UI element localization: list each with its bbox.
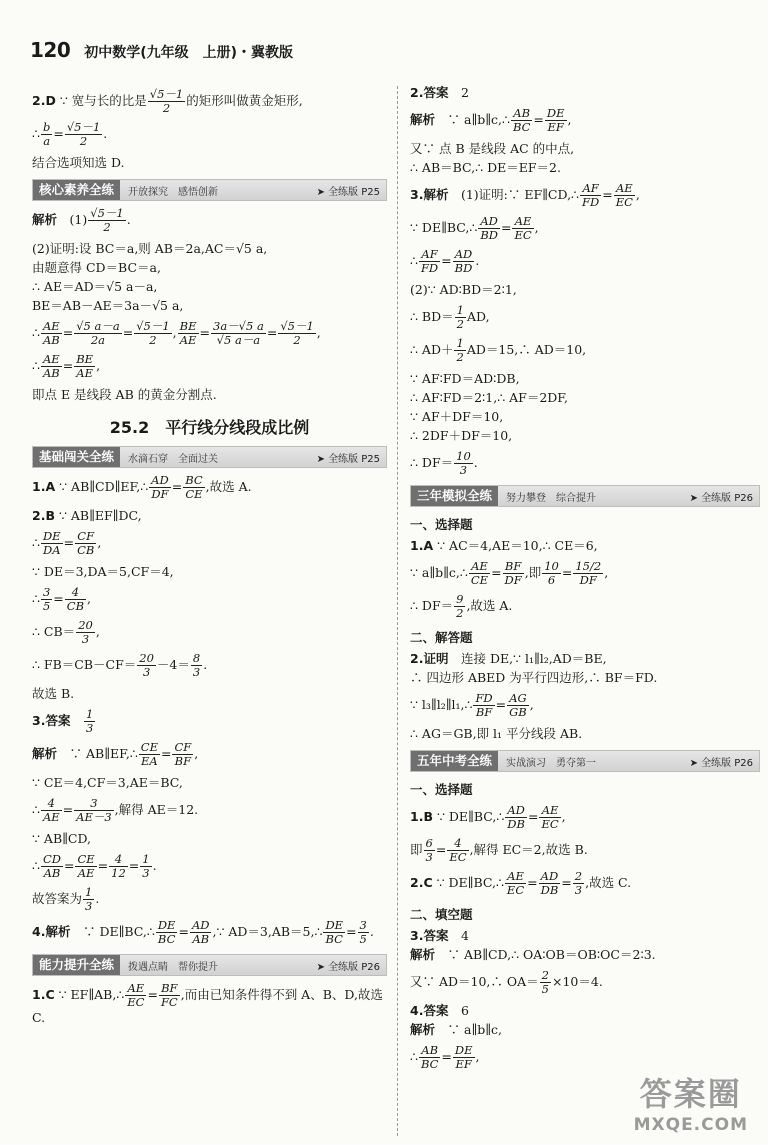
answer-line: 又∵ AD＝10,∴ OA＝ $\frac{2}{5}$ ×10＝4. <box>410 968 603 996</box>
answer-line: 1.C ∵ EF∥AB,∴ $\frac{AE}{EC}$ = $\frac{BF}{FC}$ ,而由已知条件得不到 A、B、D,故选 C. <box>32 981 383 1025</box>
section-bar-slogan: 拨遇点睛 帮你提升 <box>128 961 219 973</box>
answer-line: 2.C ∵ DE∥BC,∴ $\frac{AE}{EC}$ = $\frac{AD}{DB}$ = $\frac{2}{3}$ ,故选 C. <box>410 869 632 897</box>
answer-line: 解析 ∵ AB∥CD,∴ OA∶OB＝OB∶OC＝2∶3. <box>410 947 656 962</box>
section-bar-title: 核心素养全练 <box>33 180 120 200</box>
watermark-url: MXQE.COM <box>633 1115 748 1135</box>
section-bar-slogan: 努力攀登 综合提升 <box>506 492 597 504</box>
answer-line: ∴ $\frac{CD}{AB}$ = $\frac{CE}{AE}$ = $\frac{4}{12}$ = $\frac{1}{3}$ . <box>32 852 157 880</box>
answer-line: (2)∵ AD∶BD＝2∶1, <box>410 282 517 297</box>
answer-line: 3.解析 (1)证明:∵ EF∥CD,∴ $\frac{AF}{FD}$ = $\frac{AE}{EC}$ , <box>410 181 640 209</box>
answer-line: ∵ AF∶FD＝AD∶DB, <box>410 371 520 386</box>
answer-line: 2.B ∵ AB∥EF∥DC, <box>32 508 142 523</box>
answer-line: ∴ $\frac{AF}{FD}$ = $\frac{AD}{BD}$ . <box>410 247 480 275</box>
answer-line: BE＝AB－AE＝3a－√5 a, <box>32 298 184 313</box>
section-bar <box>410 750 760 772</box>
answer-line: ∴ $\frac{4}{AE}$ = $\frac{3}{AE-3}$ ,解得 AE＝12. <box>32 796 199 824</box>
arrow-icon: ➤ <box>316 186 326 198</box>
section-bar-title: 五年中考全练 <box>411 751 498 771</box>
subsection-heading: 一、选择题 <box>410 517 473 532</box>
answer-line: ∴ BD＝ $\frac{1}{2}$ AD, <box>410 303 490 331</box>
answer-line: ∵ DE∥BC,∴ $\frac{AD}{BD}$ = $\frac{AE}{EC}$ , <box>410 214 539 242</box>
section-bar-ref: ➤ 全练版 P26 <box>689 492 753 504</box>
answer-line: ∴ $\frac{AB}{BC}$ = $\frac{DE}{EF}$ , <box>410 1043 480 1071</box>
fraction: $\frac{√5-1}{2}$ <box>149 87 184 115</box>
answer-line: (2)证明:设 BC＝a,则 AB＝2a,AC＝√5 a, <box>32 241 268 256</box>
answer-line: ∴ AD＋ $\frac{1}{2}$ AD＝15,∴ AD＝10, <box>410 336 587 364</box>
subsection-heading: 二、解答题 <box>410 630 473 645</box>
answer-line: 4.解析 ∵ DE∥BC,∴ $\frac{DE}{BC}$ = $\frac{AD}{AB}$ ,∵ AD＝3,AB＝5,∴ $\frac{DE}{BC}$ = $\frac{3}{5}$ . <box>32 918 374 946</box>
page-number: 120 <box>30 38 71 62</box>
answer-line: ∴ CB＝ $\frac{20}{3}$ , <box>32 618 100 646</box>
answer-line: 解析 ∵ a∥b∥c,∴ $\frac{AB}{BC}$ = $\frac{DE}{EF}$ , <box>410 106 572 134</box>
answer-line: ∴ FB＝CB－CF＝ $\frac{20}{3}$ －4＝ $\frac{8}{3}$ . <box>32 651 208 679</box>
right-column <box>410 82 760 1077</box>
answer-line: 结合选项知选 D. <box>32 155 125 170</box>
answer-line: 即点 E 是线段 AB 的黄金分割点. <box>32 387 217 402</box>
section-bar-title: 能力提升全练 <box>33 955 120 975</box>
answer-line: 3.答案 $\frac{1}{3}$ <box>32 707 94 735</box>
answer-line: 1.B ∵ DE∥BC,∴ $\frac{AD}{DB}$ = $\frac{AE}{EC}$ , <box>410 803 566 831</box>
left-column <box>32 82 387 1032</box>
answer-line: 2.证明 连接 DE,∵ l₁∥l₂,AD＝BE, <box>410 651 607 666</box>
answer-line: 4.答案 6 <box>410 1003 469 1018</box>
section-bar-slogan: 开放探究 感悟创新 <box>128 186 219 198</box>
arrow-icon: ➤ <box>689 492 699 504</box>
answer-line: ∴ DF＝ $\frac{9}{2}$ ,故选 A. <box>410 592 513 620</box>
watermark-logo: 答案圈 <box>639 1075 742 1113</box>
section-bar-slogan: 水滴石穿 全面过关 <box>128 453 219 465</box>
section-bar <box>32 954 387 976</box>
answer-line: ∵ a∥b∥c,∴ $\frac{AE}{CE}$ = $\frac{BF}{DF}$ ,即 $\frac{10}{6}$ = $\frac{15/2}{DF}$ , <box>410 559 609 587</box>
answer-line: 由题意得 CD＝BC＝a, <box>32 260 161 275</box>
answer-line: 2.答案 2 <box>410 85 469 100</box>
answer-line: 解析 ∵ AB∥EF,∴ $\frac{CE}{EA}$ = $\frac{CF}{BF}$ , <box>32 740 199 768</box>
section-bar <box>32 179 387 201</box>
section-heading: 25.2 平行线分线段成比例 <box>109 418 310 437</box>
answer-line: ∴ 2DF＋DF＝10, <box>410 428 513 443</box>
answer-line: 1.A ∵ AC＝4,AE＝10,∴ CE＝6, <box>410 538 598 553</box>
answer-line: ∴ $\frac{AE}{AB}$ = $\frac{√5 a-a}{2a}$ = $\frac{√5-1}{2}$ , $\frac{BE}{AE}$ = $\frac{3a-√5 a}{√5 a-a}$ = $\frac{√5-1}{2}$ , <box>32 319 321 347</box>
subsection-heading: 二、填空题 <box>410 907 473 922</box>
answer-line: ∴ AF∶FD＝2∶1,∴ AF＝2DF, <box>410 390 569 405</box>
answer-line: ∴ AE＝AD＝√5 a－a, <box>32 279 158 294</box>
answer-line: ∴ $\frac{AE}{AB}$ = $\frac{BE}{AE}$ , <box>32 352 101 380</box>
section-bar-ref: ➤ 全练版 P26 <box>689 757 753 769</box>
answer-line: ∴ $\frac{b}{a}$ = $\frac{√5-1}{2}$ . <box>32 120 108 148</box>
answer-line: 又∵ 点 B 是线段 AC 的中点, <box>410 141 575 156</box>
answer-line: ∴ AG＝GB,即 l₁ 平分线段 AB. <box>410 726 583 741</box>
answer-line: 2.D ∵ 宽与长的比是 $\frac{√5-1}{2}$ 的矩形叫做黄金矩形, <box>32 87 303 115</box>
arrow-icon: ➤ <box>689 757 699 769</box>
subsection-heading: 一、选择题 <box>410 782 473 797</box>
answer-line: 3.答案 4 <box>410 928 469 943</box>
answer-line: ∴ $\frac{DE}{DA}$ = $\frac{CF}{CB}$ , <box>32 529 102 557</box>
answer-line: ∵ CE＝4,CF＝3,AE＝BC, <box>32 775 183 790</box>
section-bar-ref: ➤ 全练版 P25 <box>316 453 380 465</box>
column-divider <box>397 86 398 1136</box>
section-bar <box>32 446 387 468</box>
answer-line: 解析 (1) $\frac{√5-1}{2}$ . <box>32 206 131 234</box>
arrow-icon: ➤ <box>316 961 326 973</box>
watermark <box>634 1069 748 1135</box>
answer-line: 故答案为 $\frac{1}{3}$ . <box>32 885 100 913</box>
arrow-icon: ➤ <box>316 453 326 465</box>
section-bar-ref: ➤ 全练版 P26 <box>316 961 380 973</box>
answer-line: 即 $\frac{6}{3}$ = $\frac{4}{EC}$ ,解得 EC＝2,故选 B. <box>410 836 588 864</box>
answer-line: ∵ AB∥CD, <box>32 831 92 846</box>
section-bar-slogan: 实战演习 勇夺第一 <box>506 757 597 769</box>
answer-line: ∴ 四边形 ABED 为平行四边形,∴ BF＝FD. <box>410 670 658 685</box>
answer-line: ∴ AB＝BC,∴ DE＝EF＝2. <box>410 160 561 175</box>
answer-line: ∴ $\frac{3}{5}$ = $\frac{4}{CB}$ , <box>32 585 91 613</box>
book-title: 初中数学(九年级 上册)・冀教版 <box>84 45 294 61</box>
answer-line: 故选 B. <box>32 686 75 701</box>
section-bar-title: 三年模拟全练 <box>411 486 498 506</box>
section-bar <box>410 485 760 507</box>
answer-line: 1.A ∵ AB∥CD∥EF,∴ $\frac{AD}{DF}$ = $\frac{BC}{CE}$ ,故选 A. <box>32 473 252 501</box>
section-bar-ref: ➤ 全练版 P25 <box>316 186 380 198</box>
answer-line: ∵ DE＝3,DA＝5,CF＝4, <box>32 564 174 579</box>
answer-line: ∵ AF＋DF＝10, <box>410 409 504 424</box>
answer-line: ∵ l₃∥l₂∥l₁,∴ $\frac{FD}{BF}$ = $\frac{AG}{GB}$ , <box>410 691 534 719</box>
page-header <box>30 38 293 62</box>
answer-line: ∴ DF＝ $\frac{10}{3}$ . <box>410 449 478 477</box>
section-bar-title: 基础闯关全练 <box>33 447 120 467</box>
answer-line: 解析 ∵ a∥b∥c, <box>410 1022 502 1037</box>
